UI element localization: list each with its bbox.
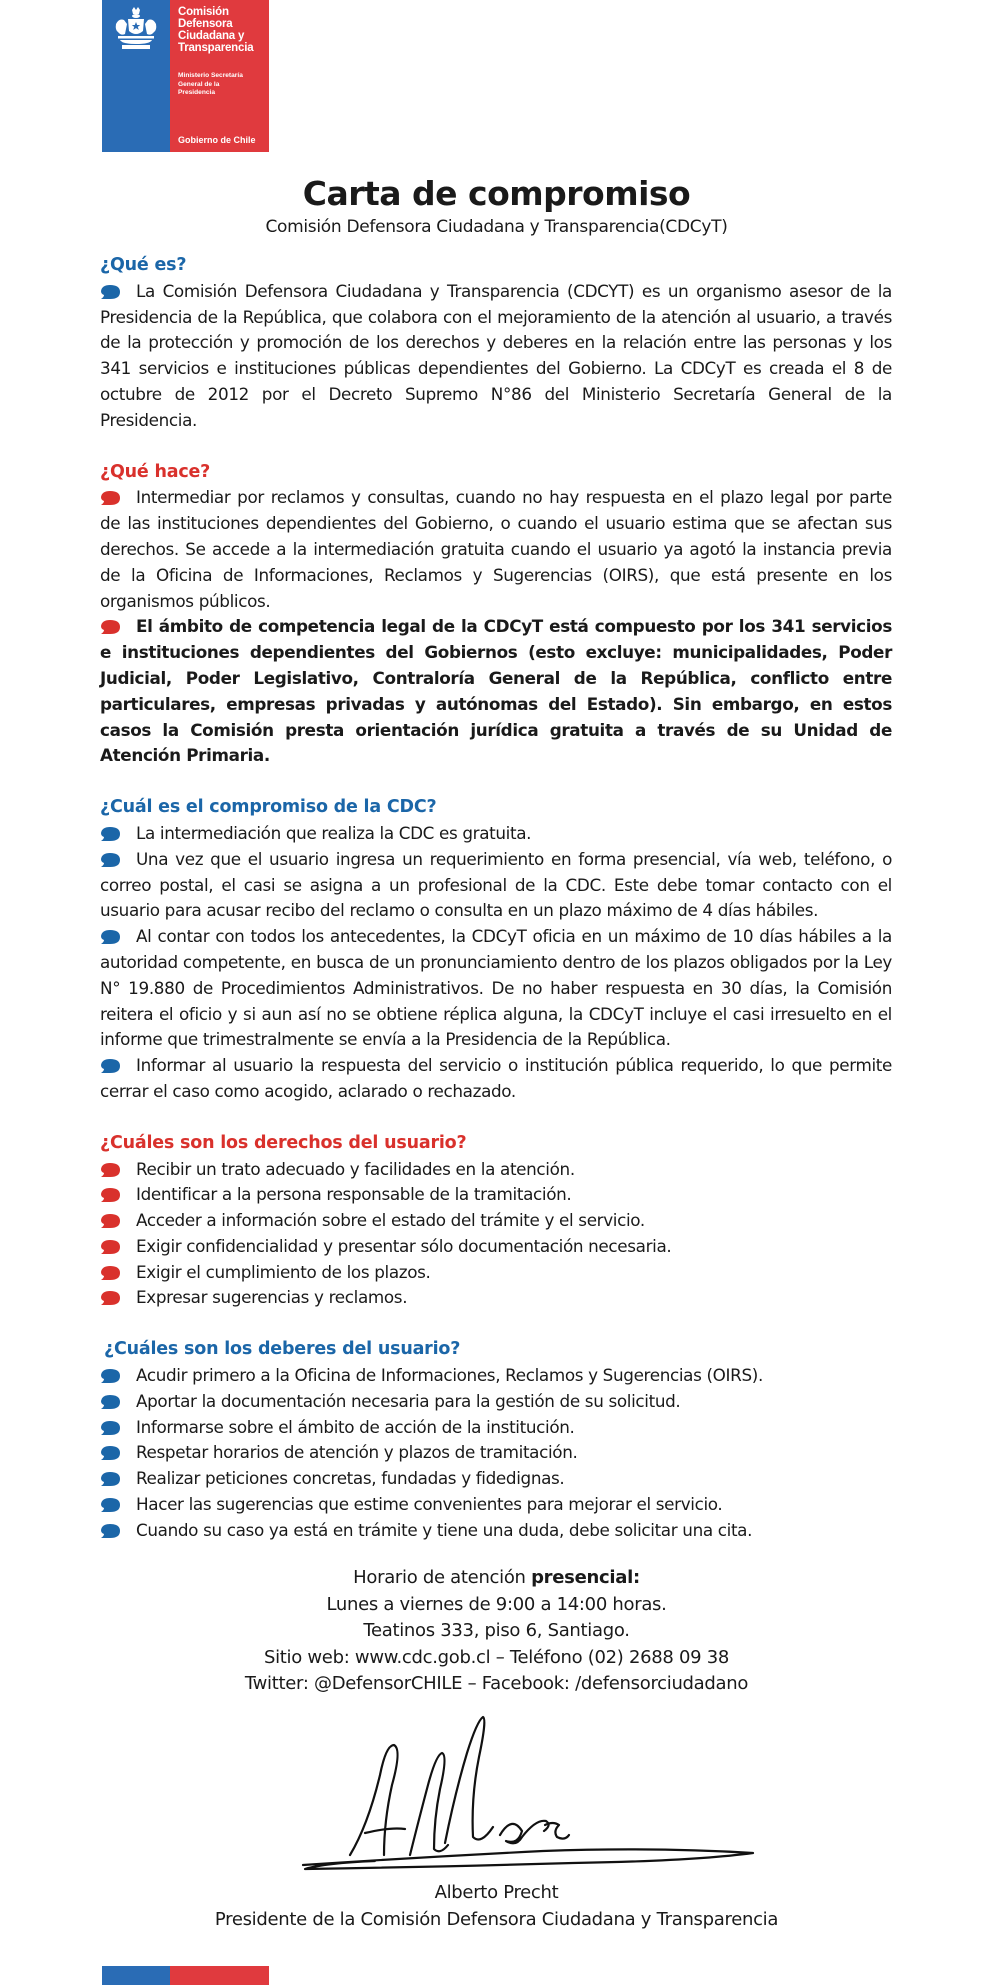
speech-bubble-red-icon	[100, 1187, 121, 1203]
speech-bubble-red-icon	[100, 1213, 121, 1229]
logo-ministry-line: Ministerio Secretaría	[178, 72, 243, 79]
speech-bubble-blue-icon	[100, 1523, 121, 1539]
chile-coat-of-arms-icon	[110, 6, 162, 52]
section-heading-que-es: ¿Qué es?	[100, 255, 187, 275]
derechos-item	[100, 1157, 892, 1183]
speech-bubble-red-icon	[100, 1239, 121, 1255]
bottom-bar-blue	[102, 1966, 170, 1985]
speech-bubble-blue-icon	[100, 1058, 121, 1074]
speech-bubble-blue-icon	[100, 929, 121, 945]
compromiso-item	[100, 1053, 892, 1105]
derechos-item-text: Recibir un trato adecuado y facilidades en la atención.	[136, 1158, 575, 1179]
section-gap	[100, 1105, 892, 1131]
que-hace-item	[100, 614, 892, 769]
que-hace-item-text: Intermediar por reclamos y consultas, cuando no hay respuesta en el plazo legal por parte de las instituciones dependientes del Gobierno, o cuando el usuario estima que se afectan sus derechos. Se accede a la intermediación gratuita cuando el usuario ya agotó la instancia previa de la Oficina de Informaciones, Reclamos y Sugerencias (OIRS), que está presente en los organismos públicos.	[100, 487, 892, 611]
logo-ministry-line: Presidencia	[178, 89, 216, 96]
deberes-item-text: Cuando su caso ya está en trámite y tiene una duda, debe solicitar una cita.	[136, 1519, 753, 1540]
compromiso-item	[100, 847, 892, 924]
bottom-color-bar	[102, 1966, 269, 1985]
deberes-item	[100, 1492, 892, 1518]
logo-ministry-line: General de la	[178, 80, 220, 88]
speech-bubble-blue-icon	[100, 284, 121, 300]
logo-org-name	[178, 6, 266, 54]
section-heading-derechos: ¿Cuáles son los derechos del usuario?	[100, 1132, 467, 1153]
signer-role: Presidente de la Comisión Defensora Ciudadana y Transparencia	[214, 1909, 779, 1930]
derechos-item	[100, 1285, 892, 1311]
que-hace-item-text: El ámbito de competencia legal de la CDCyT está compuesto por los 341 servicios e instituciones dependientes del Gobiernos (esto excluye: municipalidades, Poder Judicial, Poder Legislativo, Contraloría General de la República, conflicto entre particulares, empresas privadas y autónomas del Estado). Sin embargo, en estos casos la Comisión presta orientación jurídica gratuita a través de su Unidad de Atención Primaria.	[100, 616, 892, 766]
social-line: Twitter: @DefensorCHILE – Facebook: /defensorciudadano	[244, 1673, 749, 1695]
speech-bubble-blue-icon	[100, 1497, 121, 1513]
deberes-item	[100, 1466, 892, 1492]
derechos-item	[100, 1234, 892, 1260]
derechos-item-text: Exigir confidencialidad y presentar sólo documentación necesaria.	[136, 1235, 672, 1256]
cdc-logo	[102, 0, 269, 152]
deberes-item	[100, 1363, 892, 1389]
document-body	[100, 253, 892, 1544]
deberes-item-text: Hacer las sugerencias que estime convenientes para mejorar el servicio.	[136, 1494, 723, 1515]
compromiso-item	[100, 924, 892, 1053]
horario-bold: presencial:	[531, 1567, 640, 1588]
derechos-item-text: Acceder a información sobre el estado del trámite y el servicio.	[136, 1210, 645, 1231]
speech-bubble-blue-icon	[100, 1471, 121, 1487]
address-line: Teatinos 333, piso 6, Santiago.	[363, 1620, 630, 1642]
que-hace-item	[100, 485, 892, 614]
horario-line	[0, 1565, 993, 1592]
speech-bubble-blue-icon	[100, 1445, 121, 1461]
speech-bubble-blue-icon	[100, 1368, 121, 1384]
section-gap	[100, 434, 892, 460]
derechos-item-text: Identificar a la persona responsable de la tramitación.	[136, 1184, 572, 1205]
speech-bubble-red-icon	[100, 1162, 121, 1178]
speech-bubble-blue-icon	[100, 852, 121, 868]
section-gap	[100, 1311, 892, 1337]
signer-name: Alberto Precht	[434, 1882, 559, 1903]
logo-org-line: Defensora	[178, 18, 233, 30]
compromiso-item-text: Una vez que el usuario ingresa un requerimiento en forma presencial, vía web, teléfono, o correo postal, el casi se asigna a un profesional de la CDC. Este debe tomar contacto con el usuario para acusar recibo del reclamo o consulta en un plazo máximo de 4 días hábiles.	[100, 848, 892, 921]
deberes-item-text: Respetar horarios de atención y plazos de tramitación.	[136, 1442, 578, 1463]
deberes-item-text: Informarse sobre el ámbito de acción de la institución.	[136, 1416, 575, 1437]
web-phone-line: Sitio web: www.cdc.gob.cl – Teléfono (02) 2688 09 38	[263, 1646, 730, 1668]
section-heading-deberes: ¿Cuáles son los deberes del usuario?	[104, 1339, 461, 1360]
horario-prefix: Horario de atención	[353, 1567, 532, 1588]
logo-ministry	[178, 72, 266, 98]
speech-bubble-blue-icon	[100, 826, 121, 842]
deberes-item-text: Acudir primero a la Oficina de Informaciones, Reclamos y Sugerencias (OIRS).	[136, 1365, 763, 1386]
logo-government: Gobierno de Chile	[178, 135, 256, 145]
speech-bubble-red-icon	[100, 490, 121, 506]
deberes-item	[100, 1440, 892, 1466]
page-title: Carta de compromiso	[302, 174, 691, 213]
derechos-item	[100, 1182, 892, 1208]
compromiso-item	[100, 821, 892, 847]
deberes-item	[100, 1389, 892, 1415]
derechos-item	[100, 1260, 892, 1286]
que-es-text: La Comisión Defensora Ciudadana y Transparencia (CDCYT) es un organismo asesor de la Presidencia de la República, que colabora con el mejoramiento de la atención al usuario, a través de la protección y promoción de los derechos y deberes en la relación entre las personas y los 341 servicios e instituciones públicas dependientes del Gobierno. La CDCyT es creada el 8 de octubre de 2012 por el Decreto Supremo N°86 del Ministerio Secretaría General de la Presidencia.	[100, 280, 892, 430]
compromiso-item-text: Al contar con todos los antecedentes, la CDCyT oficia en un máximo de 10 días hábiles a la autoridad competente, en busca de un pronunciamiento dentro de los plazos obligados por la Ley N° 19.880 de Procedimientos Administrativos. De no haber respuesta en 30 días, la Comisión reitera el oficio y si aun así no se obtiene réplica alguna, la CDCyT incluye el casi irresuelto en el informe que trimestralmente se envía a la Presidencia de la República.	[100, 926, 892, 1050]
bottom-bar-red	[170, 1966, 269, 1985]
derechos-item-text: Exigir el cumplimiento de los plazos.	[136, 1261, 431, 1282]
derechos-item	[100, 1208, 892, 1234]
deberes-item	[100, 1518, 892, 1544]
contact-footer	[0, 1565, 993, 1698]
deberes-item	[100, 1415, 892, 1441]
compromiso-item-text: La intermediación que realiza la CDC es gratuita.	[136, 822, 532, 843]
page-subtitle: Comisión Defensora Ciudadana y Transparencia(CDCyT)	[265, 217, 728, 237]
section-heading-compromiso: ¿Cuál es el compromiso de la CDC?	[100, 797, 437, 818]
logo-blue-panel	[102, 0, 170, 152]
logo-org-line: Comisión	[178, 6, 229, 18]
speech-bubble-blue-icon	[100, 1420, 121, 1436]
hours-line: Lunes a viernes de 9:00 a 14:00 horas.	[326, 1593, 667, 1615]
compromiso-item-text: Informar al usuario la respuesta del servicio o institución pública requerido, lo que permite cerrar el caso como acogido, aclarado o rechazado.	[100, 1055, 892, 1101]
speech-bubble-red-icon	[100, 1290, 121, 1306]
logo-org-line: Ciudadana y	[178, 30, 245, 42]
deberes-item-text: Realizar peticiones concretas, fundadas y fidedignas.	[136, 1468, 565, 1489]
que-es-paragraph	[100, 279, 892, 434]
deberes-item-text: Aportar la documentación necesaria para la gestión de su solicitud.	[136, 1390, 681, 1411]
derechos-item-text: Expresar sugerencias y reclamos.	[136, 1287, 408, 1308]
speech-bubble-red-icon	[100, 1265, 121, 1281]
section-heading-que-hace: ¿Qué hace?	[100, 461, 211, 482]
speech-bubble-blue-icon	[100, 1394, 121, 1410]
handwritten-signature	[295, 1715, 765, 1875]
speech-bubble-red-icon	[100, 619, 121, 635]
logo-org-line: Transparencia	[178, 42, 254, 54]
section-gap	[100, 769, 892, 795]
